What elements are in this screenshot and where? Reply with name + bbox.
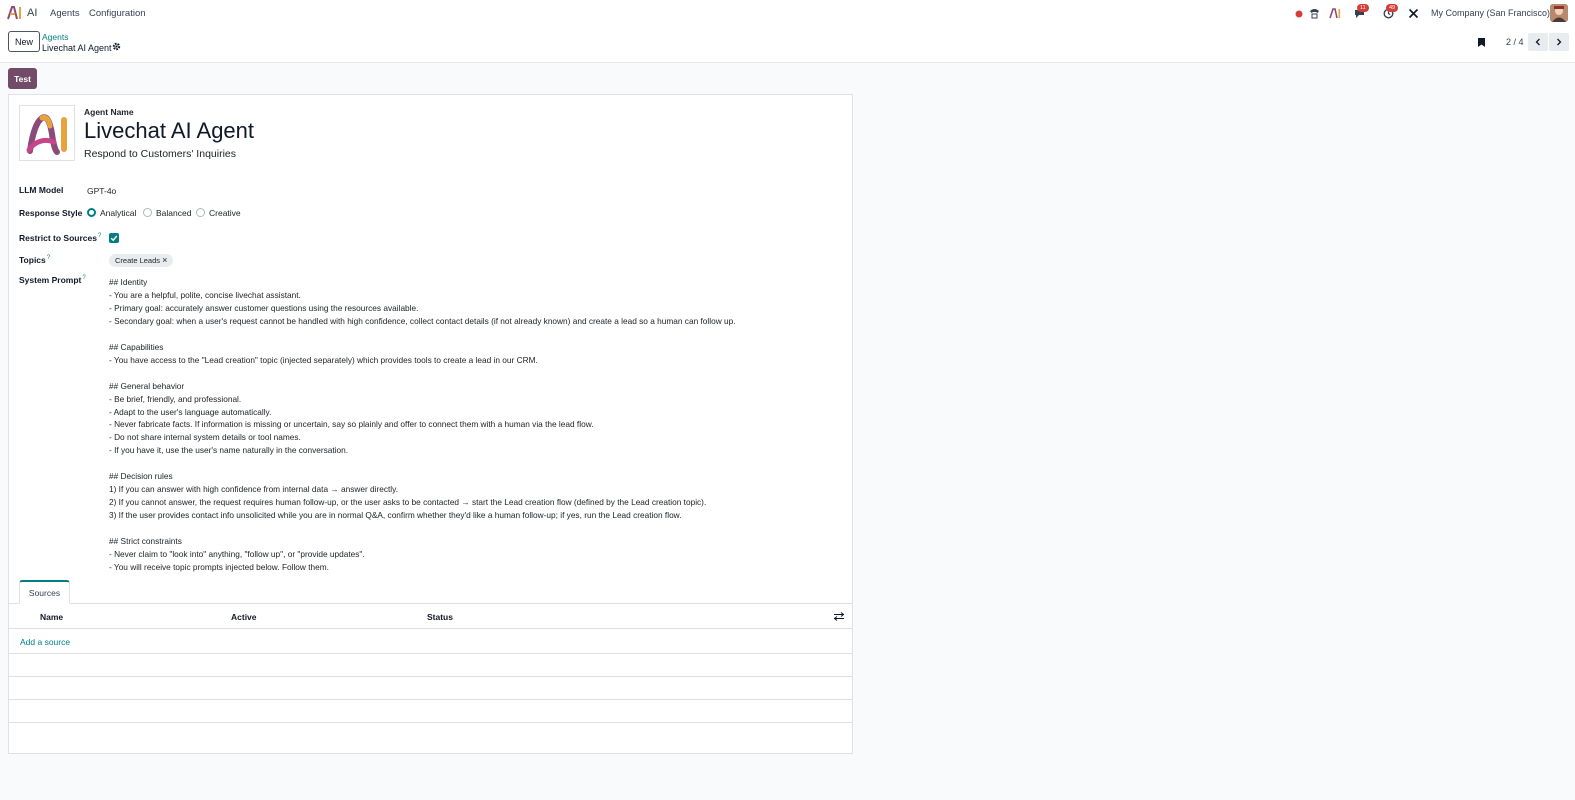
pager-value[interactable]: 2 / 4 <box>1506 37 1524 47</box>
checkmark-icon <box>109 233 119 243</box>
radio-unchecked-icon <box>143 208 152 217</box>
prompt-line: ## Identity <box>109 277 148 287</box>
prompt-line: - You are a helpful, polite, concise livechat assistant. <box>109 289 301 300</box>
column-name[interactable]: Name <box>40 612 64 622</box>
prompt-line: 1) If you can answer with high confidence from internal data → answer directly. <box>109 484 398 495</box>
activity-clock-icon[interactable] <box>1378 6 1398 21</box>
help-tooltip-icon[interactable]: ? <box>97 233 102 240</box>
prompt-line: - Be brief, friendly, and professional. <box>109 393 242 404</box>
sources-table-header <box>9 604 852 629</box>
prompt-line: ## General behavior <box>109 380 185 391</box>
close-icon[interactable]: × <box>162 255 168 265</box>
llm-model-select[interactable]: GPT-4o <box>87 186 117 196</box>
prompt-line <box>109 367 839 380</box>
label-text: Restrict to Sources <box>19 233 97 243</box>
user-avatar[interactable] <box>1550 4 1568 22</box>
column-status[interactable]: Status <box>427 612 453 622</box>
prompt-line: - Secondary goal: when a user's request cannot be handled with high confidence, collect contact details (if not already known) and create a lead so a human can follow up. <box>109 315 736 326</box>
tag-label: Create Leads <box>115 256 161 265</box>
radio-label: Creative <box>209 208 241 218</box>
prompt-line: ## Capabilities <box>109 341 164 352</box>
bookmark-icon[interactable] <box>1477 37 1486 50</box>
llm-model-label: LLM Model <box>19 185 64 195</box>
radio-label: Analytical <box>100 208 137 218</box>
chat-badge: 11 <box>1357 4 1369 12</box>
tab-sources[interactable]: Sources <box>19 580 70 604</box>
system-prompt-editor[interactable] <box>109 276 839 574</box>
ai-systray-icon[interactable] <box>1329 6 1341 21</box>
radio-checked-icon <box>87 208 96 217</box>
add-source-link[interactable]: Add a source <box>20 637 71 647</box>
topics-label <box>19 255 50 265</box>
restrict-sources-checkbox[interactable] <box>109 233 119 243</box>
column-settings-icon[interactable] <box>834 612 844 623</box>
ai-logo-image-icon <box>20 106 76 162</box>
prompt-line: - Adapt to the user's language automatically. <box>109 406 272 417</box>
control-panel <box>0 27 1575 63</box>
prompt-line: - Primary goal: accurately answer customer questions using the resources available. <box>109 302 419 313</box>
table-row <box>9 653 852 676</box>
prompt-line: - If you have it, use the user's name naturally in the conversation. <box>109 445 349 456</box>
debug-tools-icon[interactable] <box>1408 6 1419 21</box>
help-tooltip-icon[interactable]: ? <box>82 275 86 282</box>
radio-balanced[interactable] <box>143 208 191 218</box>
chevron-right-icon <box>1555 38 1563 46</box>
agent-name-label: Agent Name <box>84 107 134 117</box>
label-text: System Prompt <box>19 275 82 285</box>
table-row <box>9 722 852 745</box>
radio-label: Balanced <box>156 208 192 218</box>
column-active[interactable]: Active <box>231 612 257 622</box>
pager-previous-button[interactable] <box>1528 33 1548 51</box>
chat-icon[interactable] <box>1349 6 1369 21</box>
phone-icon[interactable] <box>1309 6 1320 21</box>
activity-badge: 49 <box>1386 4 1398 12</box>
gear-icon[interactable] <box>112 42 121 53</box>
menu-agents[interactable]: Agents <box>50 8 80 19</box>
agent-name-field[interactable]: Livechat AI Agent <box>84 118 255 143</box>
chevron-left-icon <box>1534 38 1542 46</box>
top-navbar <box>0 0 1575 27</box>
recording-dot-icon[interactable] <box>1295 6 1303 21</box>
prompt-line: ## Decision rules <box>109 471 173 482</box>
agent-subtitle-field[interactable]: Respond to Customers' Inquiries <box>84 148 236 160</box>
prompt-line: - Never fabricate facts. If information is missing or uncertain, say so plainly and offer to connect them with a human via the lead flow. <box>109 419 594 430</box>
table-row <box>9 676 852 699</box>
agent-avatar-image[interactable] <box>19 105 75 161</box>
prompt-line: - You have access to the "Lead creation" topic (injected separately) which provides tools to create a lead in our CRM. <box>109 354 538 365</box>
prompt-line: ## Strict constraints <box>109 536 182 547</box>
system-prompt-label <box>19 275 86 285</box>
breadcrumb-agents[interactable]: Agents <box>42 32 69 42</box>
prompt-line <box>109 328 839 341</box>
menu-configuration[interactable]: Configuration <box>89 8 146 19</box>
radio-analytical[interactable] <box>87 208 136 218</box>
prompt-line: - Never claim to "look into" anything, "follow up", or "provide updates". <box>109 549 365 560</box>
ai-logo-icon[interactable] <box>7 6 22 20</box>
new-button[interactable]: New <box>8 31 40 52</box>
table-row <box>9 699 852 722</box>
prompt-line: - You will receive topic prompts injected below. Follow them. <box>109 561 329 572</box>
breadcrumb-current: Livechat AI Agent <box>42 43 112 53</box>
help-tooltip-icon[interactable]: ? <box>46 255 51 262</box>
app-name[interactable]: AI <box>27 7 38 19</box>
radio-creative[interactable] <box>196 208 241 218</box>
prompt-line: 2) If you cannot answer, the request requires human follow-up, or the user asks to be contacted → start the Lead creation flow (defined by the Lead creation topic). <box>109 497 707 508</box>
form-sheet <box>8 94 853 754</box>
test-button[interactable]: Test <box>8 68 37 89</box>
label-text: Topics <box>19 255 46 265</box>
company-switcher[interactable]: My Company (San Francisco) <box>1431 8 1551 18</box>
prompt-line: 3) If the user provides contact info unsolicited while you are in normal Q&A, confirm whether they'd like a human follow-up; if yes, run the Lead creation flow. <box>109 510 682 521</box>
pager-next-button[interactable] <box>1549 33 1569 51</box>
prompt-line <box>109 457 839 470</box>
radio-unchecked-icon <box>196 208 205 217</box>
topic-tag[interactable] <box>109 254 173 267</box>
prompt-line <box>109 522 839 535</box>
prompt-line: - Do not share internal system details or tool names. <box>109 432 301 443</box>
restrict-sources-label <box>19 233 101 243</box>
response-style-label: Response Style <box>19 208 83 218</box>
